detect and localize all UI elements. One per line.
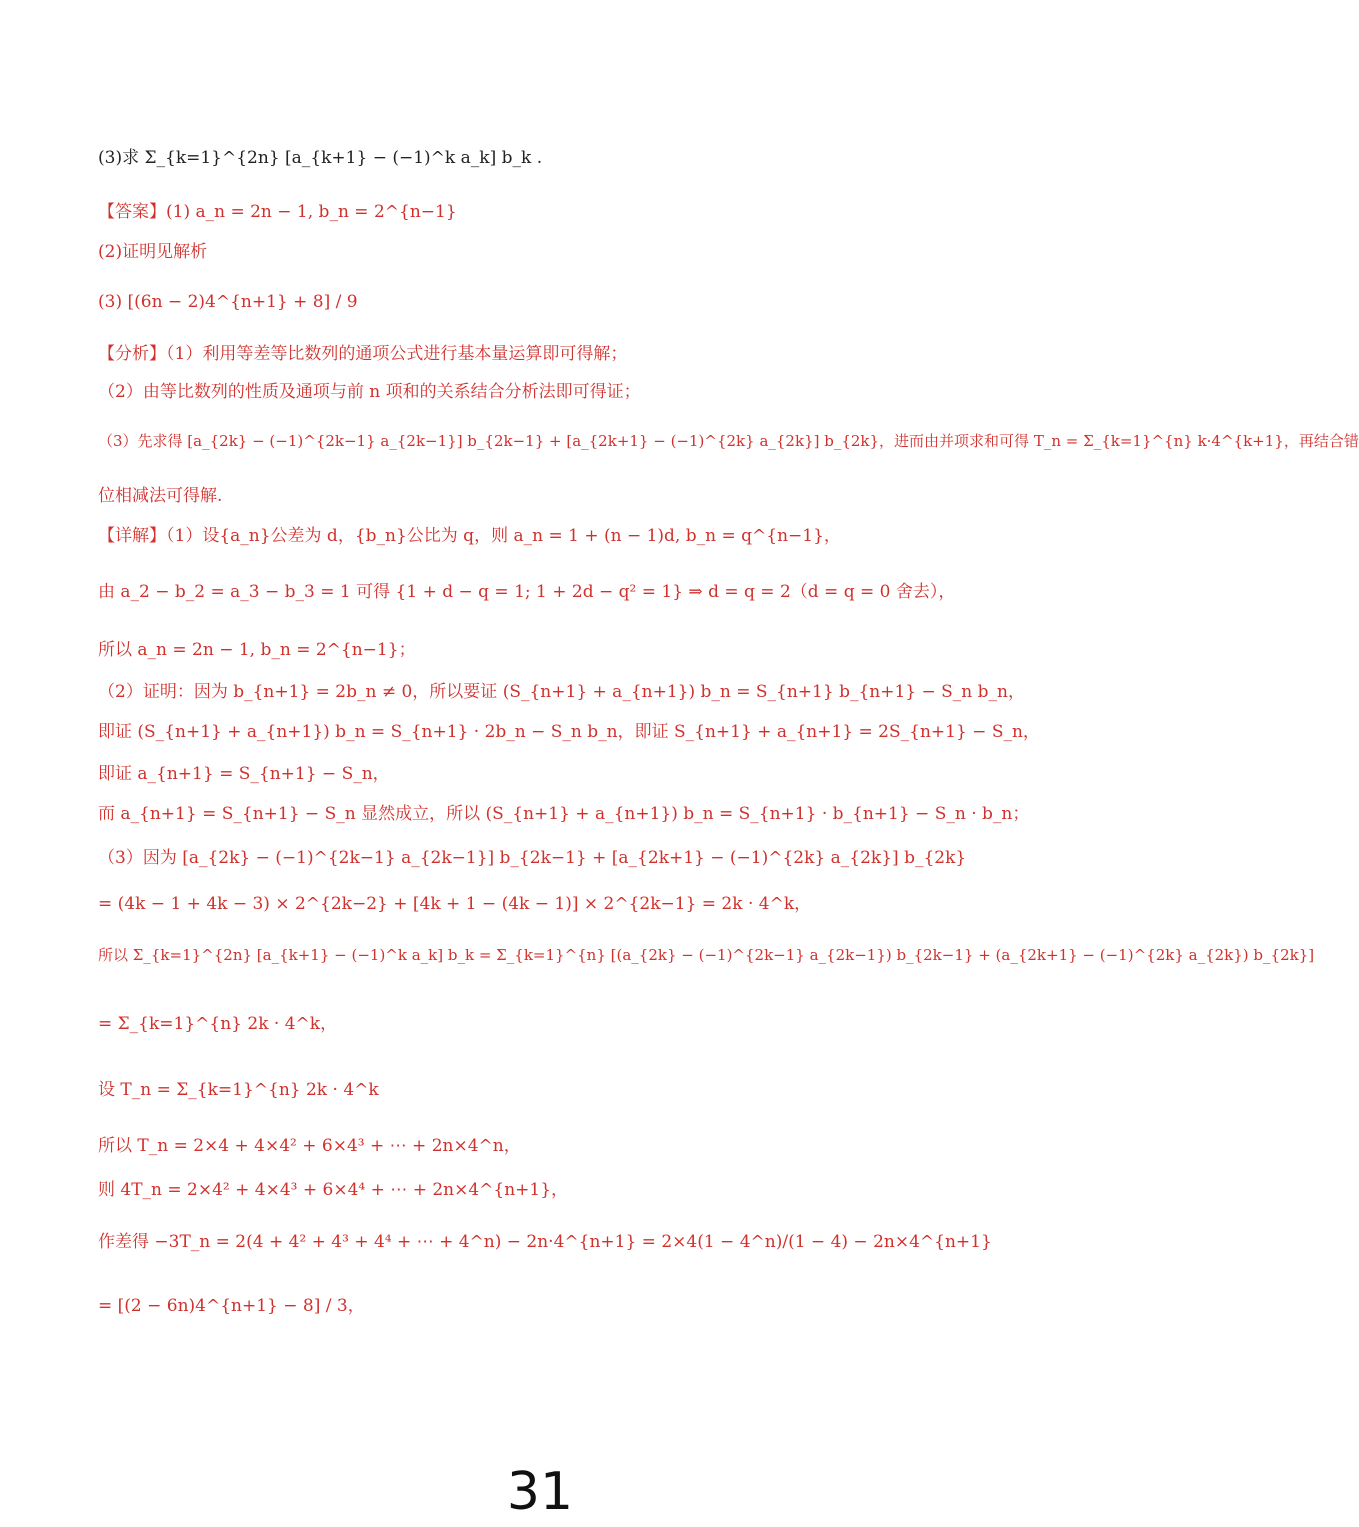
- detail-line-6: [98, 764, 1020, 785]
- detail-line-13-text: 所以 T_n = 2×4 + 4×4² + 6×4³ + ⋯ + 2n×4^n，: [98, 1136, 521, 1156]
- answer-part-1-text: 【答案】(1) a_n = 2n − 1, b_n = 2^{n−1}: [98, 202, 457, 222]
- detail-line-2: [98, 582, 1020, 603]
- page-number: 31: [506, 1462, 574, 1522]
- detail-line-15: [98, 1232, 1020, 1253]
- detail-line-5: [98, 722, 1040, 743]
- detail-line-7-text: 而 a_{n+1} = S_{n+1} − S_n 显然成立，所以 (S_{n+1} + a_{n+1}) b_n = S_{n+1} · b_{n+1} − S_n · b_n；: [98, 804, 1030, 824]
- detail-line-14-text: 则 4T_n = 2×4² + 4×4³ + 6×4⁴ + ⋯ + 2n×4^{n+1}，: [98, 1180, 569, 1200]
- detail-line-10-text: 所以 Σ_{k=1}^{2n} [a_{k+1} − (−1)^k a_k] b_k = Σ_{k=1}^{n} [(a_{2k} − (−1)^{2k−1} a_{2k−1}) b_{2k−1} + (a_{2k+1} − (−1)^{2k} a_{2k}) b_{2k}]: [98, 946, 1315, 964]
- detail-line-10: [98, 946, 1315, 965]
- detail-line-1-text: 【详解】（1）设{a_n}公差为 d，{b_n}公比为 q，则 a_n = 1 + (n − 1)d, b_n = q^{n−1}，: [98, 526, 841, 546]
- detail-line-15-text: 作差得 −3T_n = 2(4 + 4² + 4³ + 4⁴ + ⋯ + 4^n) − 2n·4^{n+1} = 2×4(1 − 4^n)/(1 − 4) − 2n×4^{n+1}: [98, 1232, 992, 1252]
- answer-part-3-text: (3) [(6n − 2)4^{n+1} + 8] / 9: [98, 292, 358, 312]
- analysis-line-3: [98, 432, 1359, 451]
- detail-line-12-text: 设 T_n = Σ_{k=1}^{n} 2k · 4^k: [98, 1080, 379, 1100]
- detail-line-16-text: = [(2 − 6n)4^{n+1} − 8] / 3，: [98, 1296, 365, 1316]
- detail-line-9-text: = (4k − 1 + 4k − 3) × 2^{2k−2} + [4k + 1 − (4k − 1)] × 2^{2k−1} = 2k · 4^k，: [98, 894, 812, 914]
- detail-line-3-text: 所以 a_n = 2n − 1, b_n = 2^{n−1}；: [98, 640, 416, 660]
- detail-line-11-text: = Σ_{k=1}^{n} 2k · 4^k，: [98, 1014, 338, 1034]
- answer-part-1: [98, 202, 1020, 223]
- detail-line-2-text: 由 a_2 − b_2 = a_3 − b_3 = 1 可得 {1 + d − q = 1; 1 + 2d − q² = 1} ⇒ d = q = 2（d = q = 0 舍去），: [98, 582, 956, 602]
- detail-line-4-text: （2）证明：因为 b_{n+1} = 2b_n ≠ 0，所以要证 (S_{n+1} + a_{n+1}) b_n = S_{n+1} b_{n+1} − S_n b_n，: [98, 682, 1025, 702]
- analysis-line-2-text: （2）由等比数列的性质及通项与前 n 项和的关系结合分析法即可得证；: [98, 382, 641, 402]
- analysis-line-1: [98, 344, 1020, 365]
- detail-line-9: [98, 894, 1020, 915]
- detail-line-12: [98, 1080, 1020, 1101]
- detail-line-16: [98, 1296, 1020, 1317]
- detail-line-7: [98, 804, 1030, 825]
- detail-line-3: [98, 640, 1020, 661]
- detail-line-1: [98, 526, 1020, 547]
- answer-part-2: [98, 242, 1020, 263]
- detail-line-6-text: 即证 a_{n+1} = S_{n+1} − S_n，: [98, 764, 390, 784]
- detail-line-4: [98, 682, 1025, 703]
- answer-part-3: [98, 292, 1020, 313]
- detail-line-5-text: 即证 (S_{n+1} + a_{n+1}) b_n = S_{n+1} · 2b_n − S_n b_n，即证 S_{n+1} + a_{n+1} = 2S_{n+1} − S_n，: [98, 722, 1040, 742]
- detail-line-13: [98, 1136, 1020, 1157]
- answer-part-2-text: (2)证明见解析: [98, 242, 208, 262]
- analysis-line-3-text: （3）先求得 [a_{2k} − (−1)^{2k−1} a_{2k−1}] b_{2k−1} + [a_{2k+1} − (−1)^{2k} a_{2k}] b_{2k}，进而由并项求和可得 T_n = Σ_{k=1}^{n} k·4^{k+1}，再结合错: [98, 432, 1359, 450]
- question-3: [98, 148, 1020, 169]
- analysis-line-4-text: 位相减法可得解.: [98, 486, 223, 506]
- detail-line-8: [98, 848, 1020, 869]
- question-3-text: (3)求 Σ_{k=1}^{2n} [a_{k+1} − (−1)^k a_k] b_k .: [98, 148, 543, 168]
- analysis-line-1-text: 【分析】（1）利用等差等比数列的通项公式进行基本量运算即可得解；: [98, 344, 628, 364]
- detail-line-14: [98, 1180, 1020, 1201]
- analysis-line-4: [98, 486, 1020, 507]
- detail-line-8-text: （3）因为 [a_{2k} − (−1)^{2k−1} a_{2k−1}] b_{2k−1} + [a_{2k+1} − (−1)^{2k} a_{2k}] b_{2k}: [98, 848, 967, 868]
- detail-line-11: [98, 1014, 1020, 1035]
- analysis-line-2: [98, 382, 1020, 403]
